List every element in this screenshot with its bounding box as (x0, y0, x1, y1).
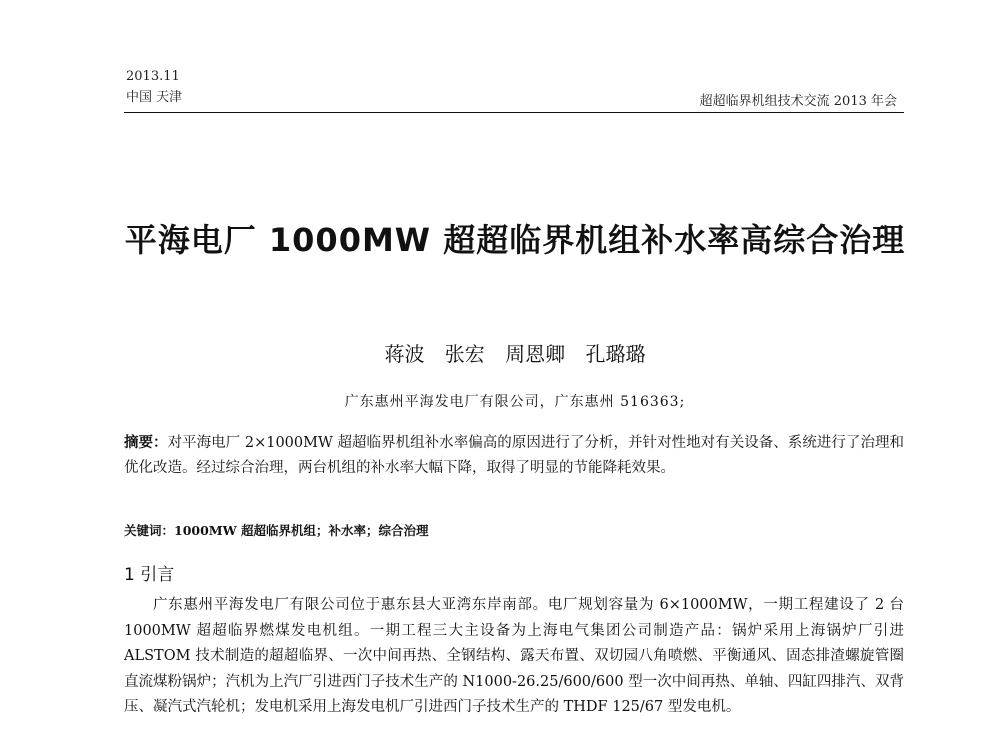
header-location: 中国 天津 (126, 90, 183, 105)
keywords-label: 关键词： (124, 523, 175, 538)
abstract-text: 对平海电厂 2×1000MW 超超临界机组补水率偏高的原因进行了分析，并针对性地对有关设备、系统进行了治理和优化改造。经过综合治理，两台机组的补水率大幅下降，取得了明显的节能降耗效果。 (124, 435, 904, 476)
paper-authors: 蒋波 张宏 周恩卿 孔璐璐 (384, 342, 646, 366)
keywords (124, 522, 904, 540)
header-date: 2013.11 (126, 69, 180, 84)
body-paragraph: 广东惠州平海发电厂有限公司位于惠东县大亚湾东岸南部。电厂规划容量为 6×1000MW，一期工程建设了 2 台 1000MW 超超临界燃煤发电机组。一期工程三大主设备为上海电气集团公司制造产品：锅炉采用上海锅炉厂引进 ALSTOM 技术制造的超超临界、一次中间再热、全钢结构、露天布置、双切园八角喷燃、平衡通风、固态排渣螺旋管圈直流煤粉锅炉；汽机为上汽厂引进西门子技术生产的 N1000-26.25/600/600 型一次中间再热、单轴、四缸四排汽、双背压、凝汽式汽轮机；发电机采用上海发电机厂引进西门子技术生产的 THDF 125/67 型发电机。 (124, 597, 904, 715)
paper-title: 平海电厂 1000MW 超超临界机组补水率高综合治理 (124, 221, 906, 259)
header-divider (124, 112, 904, 113)
abstract (124, 430, 904, 481)
keywords-text: 1000MW 超超临界机组；补水率；综合治理 (174, 523, 429, 538)
section-body (124, 593, 904, 721)
paper-affiliation: 广东惠州平海发电厂有限公司，广东惠州 516363; (344, 394, 686, 410)
header-conference: 超超临界机组技术交流 2013 年会 (699, 94, 897, 109)
abstract-label: 摘要： (124, 434, 168, 451)
section-heading-introduction: 1 引言 (124, 565, 175, 585)
